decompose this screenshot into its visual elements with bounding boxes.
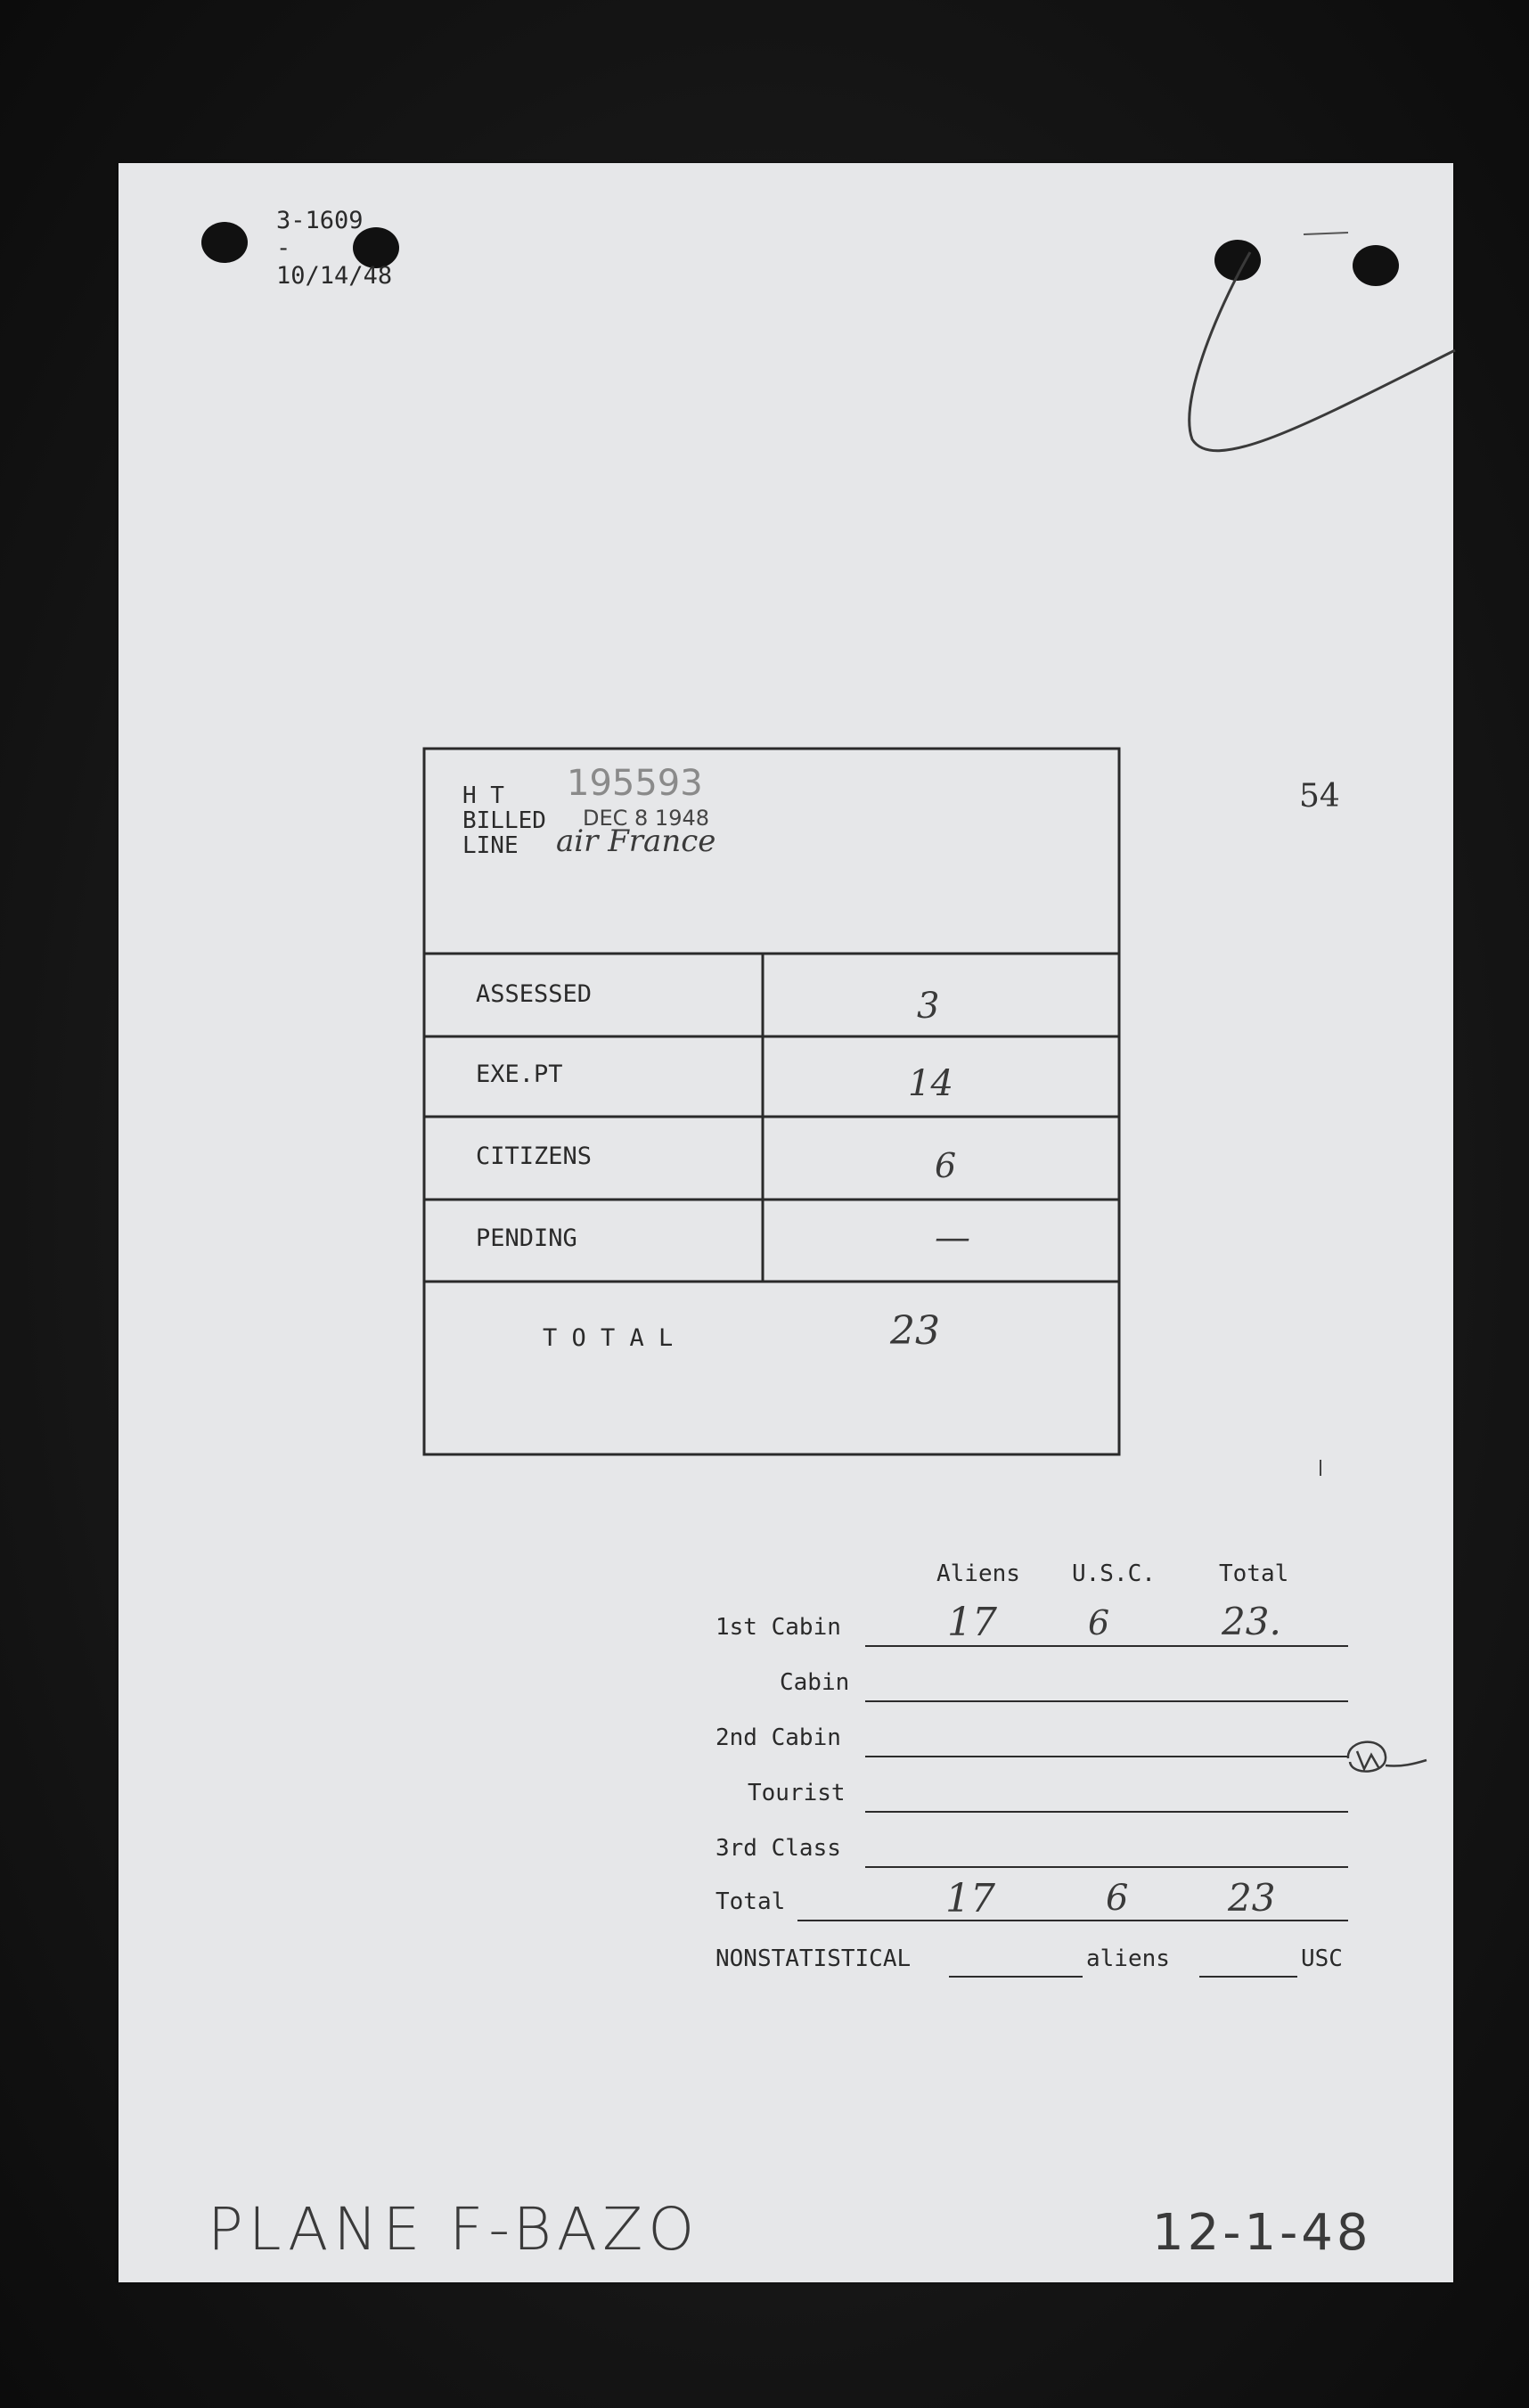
tally-row-label-3rd-class: 3rd Class — [715, 1835, 841, 1862]
stamp-box — [422, 747, 1126, 1460]
stamp-row-value-exempt: 14 — [908, 1063, 953, 1104]
form-number-separator: - — [276, 234, 291, 262]
tally-total-usc: 6 — [1106, 1878, 1129, 1919]
tally-1st-cabin-aliens: 17 — [947, 1600, 997, 1645]
stamp-date: DEC 8 1948 — [583, 806, 710, 831]
form-number-code: 3-1609 — [276, 207, 364, 234]
nonstatistical-usc-label: USC — [1301, 1945, 1343, 1972]
tally-row-line — [865, 1866, 1348, 1868]
date-note: 12-1-48 — [1152, 2204, 1372, 2262]
stamp-number: 195593 — [567, 763, 703, 804]
stamp-row-label-exempt: EXE.PT — [476, 1061, 563, 1088]
tally-row-line — [865, 1700, 1348, 1702]
stamp-ht-label: H T — [462, 782, 504, 809]
tally-row-label-cabin: Cabin — [780, 1669, 850, 1696]
nonstatistical-label: NONSTATISTICAL — [715, 1945, 912, 1972]
tally-1st-cabin-usc: 6 — [1088, 1603, 1110, 1642]
page-number: 54 — [1299, 778, 1340, 815]
form-number — [218, 179, 392, 317]
tally-1st-cabin-total: 23. — [1222, 1600, 1281, 1643]
pencil-tick — [1320, 1460, 1321, 1476]
tally-row-label-total: Total — [715, 1888, 786, 1915]
tally-row-line — [865, 1811, 1348, 1813]
tally-row-label-tourist: Tourist — [748, 1780, 846, 1806]
tally-col-total: Total — [1219, 1560, 1289, 1587]
tally-row-label-2nd-cabin: 2nd Cabin — [715, 1724, 841, 1751]
nonstatistical-row — [715, 1945, 1410, 1990]
stamp-box-frame — [422, 747, 1126, 1460]
nonstatistical-usc-line — [1199, 1976, 1297, 1978]
tally-total-aliens: 17 — [945, 1876, 995, 1921]
tally-row-line — [865, 1645, 1348, 1647]
tally-row-line — [797, 1920, 1348, 1921]
stamp-row-label-citizens: CITIZENS — [476, 1143, 593, 1170]
stamp-line-value: air France — [556, 823, 716, 859]
tally-section — [715, 1553, 1410, 1963]
tally-total-total: 23 — [1228, 1876, 1276, 1920]
form-date: 10/14/48 — [276, 262, 393, 290]
tally-row-line — [865, 1756, 1348, 1757]
pencil-stroke — [1081, 217, 1464, 502]
stamp-row-label-assessed: ASSESSED — [476, 980, 593, 1008]
plane-note: PLANE F-BAZO — [208, 2195, 700, 2264]
stamp-row-value-assessed: 3 — [917, 986, 940, 1027]
nonstatistical-aliens-label: aliens — [1086, 1945, 1170, 1972]
nonstatistical-aliens-line — [949, 1976, 1083, 1978]
stamp-line-label: LINE — [462, 832, 519, 859]
tally-col-aliens: Aliens — [936, 1560, 1020, 1587]
stamp-row-value-citizens: 6 — [935, 1146, 957, 1185]
stamp-total-label: T O T A L — [543, 1324, 674, 1352]
stamp-row-value-pending: — — [935, 1217, 970, 1258]
initial-mark-circle — [1339, 1732, 1428, 1785]
tally-col-usc: U.S.C. — [1072, 1560, 1156, 1587]
stamp-total-value: 23 — [890, 1308, 940, 1354]
document-page — [119, 163, 1453, 2282]
tally-row-label-1st-cabin: 1st Cabin — [715, 1614, 841, 1641]
stamp-billed-label: BILLED — [462, 807, 546, 834]
stamp-row-label-pending: PENDING — [476, 1224, 577, 1252]
